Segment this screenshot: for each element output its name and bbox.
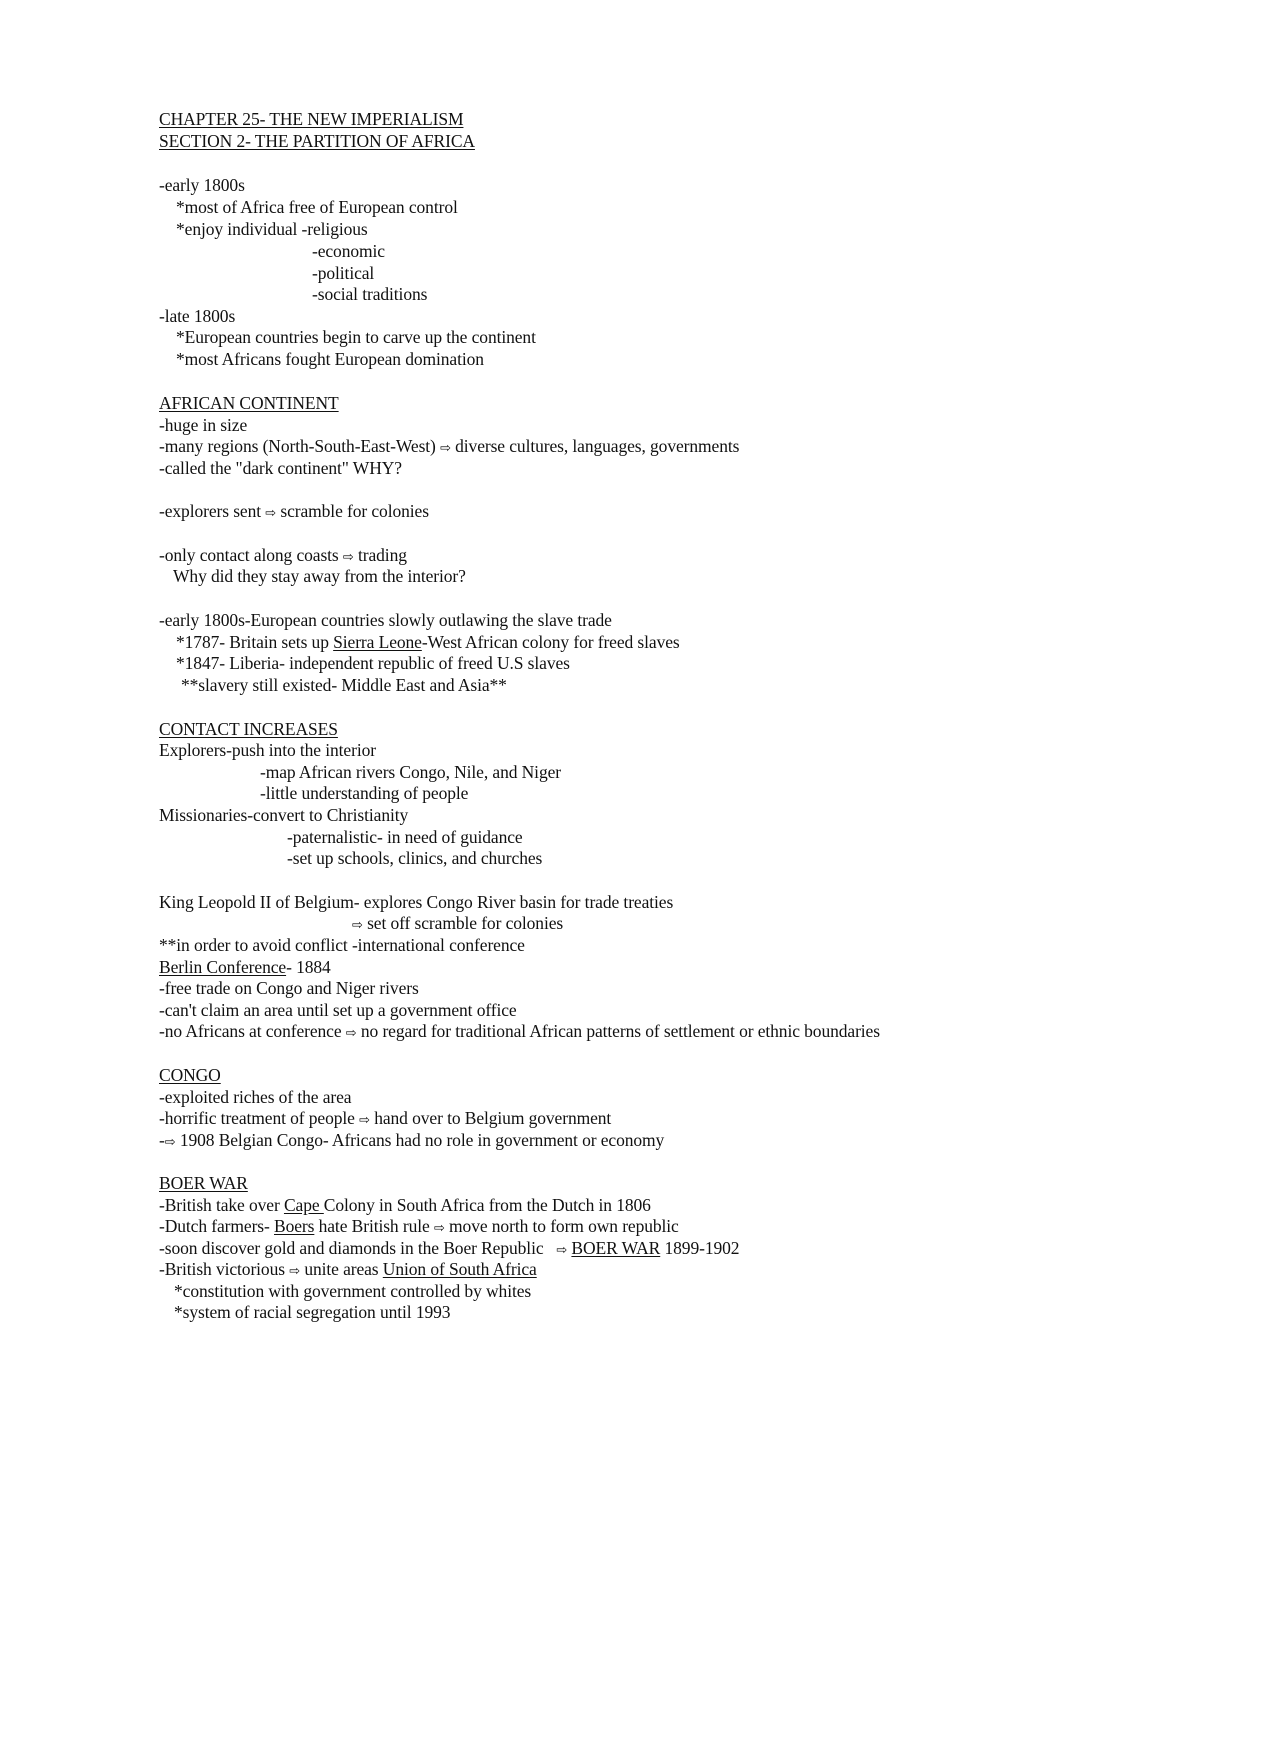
note-text: 1908 Belgian Congo- Africans had no role in government or economy [179, 1130, 665, 1150]
intro-line: *most of Africa free of European control [176, 197, 458, 217]
intro-line: *European countries begin to carve up the continent [176, 327, 536, 347]
note-line: King Leopold II of Belgium- explores Congo River basin for trade treaties [159, 892, 674, 912]
note-text: set off scramble for colonies [367, 913, 564, 933]
note-text: hate British rule [314, 1216, 430, 1236]
note-text: - [159, 1130, 165, 1150]
note-line: -set up schools, clinics, and churches [287, 848, 543, 868]
note-line: **slavery still existed- Middle East and Asia** [181, 675, 507, 695]
intro-line: *most Africans fought European domination [176, 349, 484, 369]
note-text: trading [358, 545, 407, 565]
arrow-icon: ⇨ [345, 1026, 357, 1041]
section-title: SECTION 2- THE PARTITION OF AFRICA [159, 131, 475, 151]
intro-line: -late 1800s [159, 306, 236, 326]
note-line [159, 1021, 880, 1044]
note-line: -exploited riches of the area [159, 1087, 352, 1107]
note-line: -free trade on Congo and Niger rivers [159, 978, 419, 998]
note-line [159, 1259, 537, 1282]
note-line: -early 1800s-European countries slowly outlawing the slave trade [159, 610, 612, 630]
note-text: diverse cultures, languages, governments [455, 436, 740, 456]
underlined-term: Boers [274, 1216, 315, 1236]
arrow-icon: ⇨ [265, 506, 277, 521]
underlined-term: Sierra Leone [333, 632, 422, 652]
note-text: *1787- Britain sets up [176, 632, 334, 652]
note-line: -can't claim an area until set up a government office [159, 1000, 517, 1020]
note-text: -British take over [159, 1195, 284, 1215]
intro-line: *enjoy individual -religious [176, 219, 368, 239]
note-line [159, 1108, 611, 1131]
underlined-term: Union of South Africa [382, 1259, 537, 1279]
note-text: Colony in South Africa from the Dutch in 1806 [323, 1195, 651, 1215]
note-text: -horrific treatment of people [159, 1108, 355, 1128]
intro-line: -political [312, 263, 375, 283]
note-line [352, 913, 563, 936]
note-line: Missionaries-convert to Christianity [159, 805, 409, 825]
note-line: *system of racial segregation until 1993 [174, 1302, 451, 1322]
arrow-icon: ⇨ [289, 1264, 301, 1279]
note-line: *1847- Liberia- independent republic of freed U.S slaves [176, 653, 570, 673]
note-line [159, 1216, 679, 1239]
intro-line: -early 1800s [159, 175, 245, 195]
note-text: no regard for traditional African patterns of settlement or ethnic boundaries [360, 1021, 880, 1041]
underlined-term: Cape [283, 1195, 324, 1215]
intro-line: -economic [312, 241, 385, 261]
note-line: Explorers-push into the interior [159, 740, 376, 760]
chapter-title: CHAPTER 25- THE NEW IMPERIALISM [159, 109, 464, 129]
note-line: Why did they stay away from the interior? [173, 566, 466, 586]
note-line [159, 1195, 651, 1216]
note-text: -only contact along coasts [159, 545, 339, 565]
note-line [159, 436, 739, 459]
section-heading-boer-war: BOER WAR [159, 1173, 248, 1193]
note-line [159, 957, 331, 978]
arrow-icon: ⇨ [359, 1113, 370, 1128]
note-line [159, 1130, 664, 1153]
note-text: -Dutch farmers- [159, 1216, 275, 1236]
arrow-icon: ⇨ [164, 1135, 176, 1150]
section-heading-contact-increases: CONTACT INCREASES [159, 719, 338, 739]
note-text: - 1884 [286, 957, 331, 977]
underlined-term: BOER WAR [571, 1238, 661, 1258]
note-text: hand over to Belgium government [374, 1108, 612, 1128]
note-line: **in order to avoid conflict -international conference [159, 935, 525, 955]
note-text: -West African colony for freed slaves [421, 632, 680, 652]
section-heading-african-continent: AFRICAN CONTINENT [159, 393, 339, 413]
note-text: -explorers sent [159, 501, 262, 521]
note-line [176, 632, 680, 653]
note-line: *constitution with government controlled by whites [174, 1281, 532, 1301]
note-line [159, 1238, 739, 1261]
note-line: -little understanding of people [260, 783, 469, 803]
arrow-icon: ⇨ [556, 1243, 568, 1258]
note-text: -many regions (North-South-East-West) [159, 436, 436, 456]
arrow-icon: ⇨ [352, 918, 363, 933]
note-line: -huge in size [159, 415, 248, 435]
note-text: -no Africans at conference [159, 1021, 342, 1041]
note-line: -map African rivers Congo, Nile, and Niger [260, 762, 561, 782]
arrow-icon: ⇨ [433, 1221, 445, 1236]
note-line: -called the "dark continent" WHY? [159, 458, 402, 478]
arrow-icon: ⇨ [342, 550, 354, 565]
note-text: -British victorious [159, 1259, 285, 1279]
note-line [159, 501, 429, 524]
underlined-term: Berlin Conference [159, 957, 287, 977]
note-text: scramble for colonies [280, 501, 429, 521]
note-line: -paternalistic- in need of guidance [287, 827, 523, 847]
note-text: -soon discover gold and diamonds in the Boer Republic [159, 1238, 544, 1258]
section-heading-congo: CONGO [159, 1065, 221, 1085]
note-text: unite areas [304, 1259, 383, 1279]
intro-line: -social traditions [312, 284, 428, 304]
arrow-icon: ⇨ [440, 441, 451, 456]
note-text: 1899-1902 [660, 1238, 740, 1258]
note-line [159, 545, 407, 568]
note-text: move north to form own republic [449, 1216, 679, 1236]
